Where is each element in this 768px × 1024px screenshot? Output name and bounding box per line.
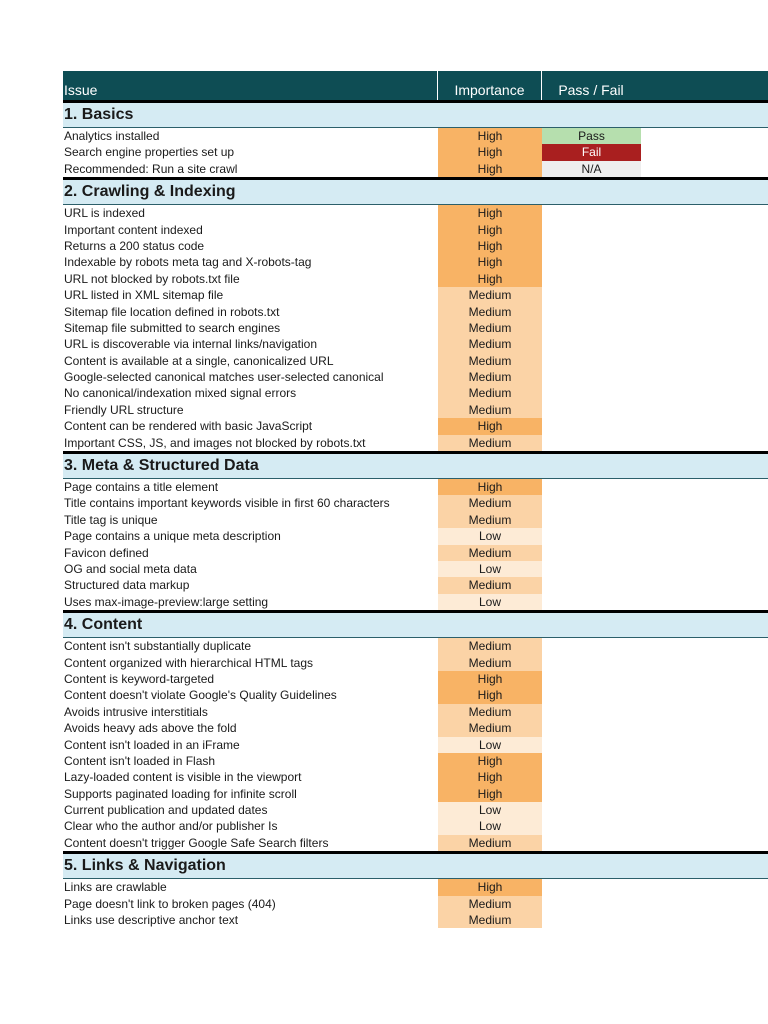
- importance-cell[interactable]: Medium: [438, 495, 542, 511]
- importance-cell[interactable]: High: [438, 238, 542, 254]
- issue-cell[interactable]: Supports paginated loading for infinite scroll: [64, 786, 297, 801]
- table-row: [63, 896, 768, 912]
- table-row: [63, 271, 768, 287]
- issue-cell[interactable]: No canonical/indexation mixed signal errors: [64, 386, 297, 401]
- table-row: [63, 594, 768, 610]
- issue-cell[interactable]: Important content indexed: [64, 222, 203, 237]
- pass-fail-cell[interactable]: N/A: [542, 161, 641, 177]
- pass-fail-cell[interactable]: [542, 655, 641, 671]
- issue-cell[interactable]: Favicon defined: [64, 545, 149, 560]
- issue-cell[interactable]: Title contains important keywords visible in first 60 characters: [64, 496, 390, 511]
- section-heading[interactable]: 4. Content: [63, 610, 768, 638]
- importance-cell[interactable]: High: [438, 128, 542, 144]
- pass-fail-cell[interactable]: [542, 495, 641, 511]
- table-row: [63, 238, 768, 254]
- seo-checklist-table: [63, 71, 768, 928]
- table-row: [63, 638, 768, 654]
- importance-cell[interactable]: Medium: [438, 512, 542, 528]
- issue-cell[interactable]: Content isn't substantially duplicate: [64, 639, 252, 654]
- pass-fail-cell[interactable]: [542, 402, 641, 418]
- issue-cell[interactable]: Content doesn't violate Google's Quality Guidelines: [64, 688, 337, 703]
- importance-cell[interactable]: Low: [438, 818, 542, 834]
- pass-fail-cell[interactable]: [542, 802, 641, 818]
- table-row: [63, 769, 768, 785]
- importance-cell[interactable]: Medium: [438, 638, 542, 654]
- table-row: [63, 512, 768, 528]
- issue-cell[interactable]: Content is available at a single, canonicalized URL: [64, 353, 334, 368]
- section-heading[interactable]: 5. Links & Navigation: [63, 851, 768, 879]
- importance-cell[interactable]: High: [438, 418, 542, 434]
- pass-fail-cell[interactable]: [542, 254, 641, 270]
- pass-fail-cell[interactable]: [542, 271, 641, 287]
- importance-cell[interactable]: High: [438, 671, 542, 687]
- pass-fail-cell[interactable]: [542, 737, 641, 753]
- issue-cell[interactable]: Clear who the author and/or publisher Is: [64, 819, 278, 834]
- importance-cell[interactable]: Medium: [438, 912, 542, 928]
- pass-fail-cell[interactable]: [542, 594, 641, 610]
- header-importance[interactable]: Importance: [437, 71, 541, 100]
- table-row: [63, 671, 768, 687]
- issue-cell[interactable]: Uses max-image-preview:large setting: [64, 594, 269, 609]
- header-issue[interactable]: Issue: [64, 82, 98, 98]
- importance-cell[interactable]: High: [438, 254, 542, 270]
- issue-cell[interactable]: Content is keyword-targeted: [64, 671, 215, 686]
- issue-cell[interactable]: Page contains a unique meta description: [64, 529, 281, 544]
- pass-fail-cell[interactable]: [542, 238, 641, 254]
- issue-cell[interactable]: Important CSS, JS, and images not blocked by robots.txt: [64, 435, 366, 450]
- issue-cell[interactable]: Content organized with hierarchical HTML tags: [64, 655, 314, 670]
- table-row: [63, 128, 768, 144]
- table-row: [63, 879, 768, 895]
- importance-cell[interactable]: Low: [438, 528, 542, 544]
- issue-cell[interactable]: URL is discoverable via internal links/navigation: [64, 337, 318, 352]
- issue-cell[interactable]: Recommended: Run a site crawl: [64, 161, 238, 176]
- table-row: [63, 254, 768, 270]
- table-row: [63, 818, 768, 834]
- issue-cell[interactable]: URL listed in XML sitemap file: [64, 288, 224, 303]
- pass-fail-cell[interactable]: [542, 287, 641, 303]
- table-row: [63, 802, 768, 818]
- table-row: [63, 687, 768, 703]
- importance-cell[interactable]: Medium: [438, 353, 542, 369]
- importance-cell[interactable]: Medium: [438, 385, 542, 401]
- issue-cell[interactable]: URL not blocked by robots.txt file: [64, 271, 240, 286]
- issue-cell[interactable]: Current publication and updated dates: [64, 803, 268, 818]
- importance-cell[interactable]: High: [438, 769, 542, 785]
- pass-fail-cell[interactable]: [542, 704, 641, 720]
- pass-fail-cell[interactable]: [542, 336, 641, 352]
- issue-cell[interactable]: Page doesn't link to broken pages (404): [64, 896, 276, 911]
- issue-cell[interactable]: Content can be rendered with basic JavaScript: [64, 419, 313, 434]
- pass-fail-cell[interactable]: [542, 786, 641, 802]
- pass-fail-cell[interactable]: [542, 638, 641, 654]
- issue-cell[interactable]: Returns a 200 status code: [64, 238, 205, 253]
- importance-cell[interactable]: High: [438, 786, 542, 802]
- table-row: [63, 402, 768, 418]
- pass-fail-cell[interactable]: [542, 818, 641, 834]
- issue-cell[interactable]: Avoids heavy ads above the fold: [64, 721, 237, 736]
- table-row: [63, 704, 768, 720]
- table-row: [63, 144, 768, 160]
- importance-cell[interactable]: Medium: [438, 720, 542, 736]
- table-row: [63, 912, 768, 928]
- table-row: [63, 369, 768, 385]
- table-row: [63, 479, 768, 495]
- importance-cell[interactable]: High: [438, 479, 542, 495]
- pass-fail-cell[interactable]: [542, 205, 641, 221]
- issue-cell[interactable]: Google-selected canonical matches user-selected canonical: [64, 370, 384, 385]
- importance-cell[interactable]: Medium: [438, 320, 542, 336]
- table-row: [63, 418, 768, 434]
- table-row: [63, 304, 768, 320]
- issue-cell[interactable]: Content isn't loaded in Flash: [64, 753, 216, 768]
- issue-cell[interactable]: Avoids intrusive interstitials: [64, 704, 208, 719]
- pass-fail-cell[interactable]: [542, 385, 641, 401]
- importance-cell[interactable]: High: [438, 271, 542, 287]
- importance-cell[interactable]: Low: [438, 594, 542, 610]
- issue-cell[interactable]: Links use descriptive anchor text: [64, 913, 239, 928]
- section-heading[interactable]: 1. Basics: [63, 100, 768, 128]
- importance-cell[interactable]: Medium: [438, 369, 542, 385]
- importance-cell[interactable]: High: [438, 222, 542, 238]
- pass-fail-cell[interactable]: [542, 435, 641, 451]
- table-row: [63, 353, 768, 369]
- table-row: [63, 737, 768, 753]
- importance-cell[interactable]: High: [438, 687, 542, 703]
- issue-cell[interactable]: OG and social meta data: [64, 561, 197, 576]
- pass-fail-cell[interactable]: Pass: [542, 128, 641, 144]
- pass-fail-cell[interactable]: [542, 320, 641, 336]
- importance-cell[interactable]: High: [438, 753, 542, 769]
- issue-cell[interactable]: URL is indexed: [64, 206, 145, 221]
- issue-cell[interactable]: Lazy-loaded content is visible in the viewport: [64, 770, 302, 785]
- pass-fail-cell[interactable]: [542, 353, 641, 369]
- pass-fail-cell[interactable]: [542, 753, 641, 769]
- pass-fail-cell[interactable]: [542, 769, 641, 785]
- importance-cell[interactable]: Medium: [438, 545, 542, 561]
- table-row: [63, 835, 768, 851]
- pass-fail-cell[interactable]: [542, 671, 641, 687]
- table-row: [63, 577, 768, 593]
- table-row: [63, 287, 768, 303]
- table-row: [63, 161, 768, 177]
- table-header: [63, 71, 768, 100]
- table-row: [63, 435, 768, 451]
- pass-fail-cell[interactable]: [542, 912, 641, 928]
- importance-cell[interactable]: Medium: [438, 287, 542, 303]
- table-row: [63, 205, 768, 221]
- table-row: [63, 495, 768, 511]
- section-heading[interactable]: 2. Crawling & Indexing: [63, 177, 768, 205]
- issue-cell[interactable]: Title tag is unique: [64, 512, 158, 527]
- issue-cell[interactable]: Content isn't loaded in an iFrame: [64, 737, 240, 752]
- importance-cell[interactable]: Low: [438, 561, 542, 577]
- importance-cell[interactable]: Medium: [438, 577, 542, 593]
- issue-cell[interactable]: Indexable by robots meta tag and X-robots-tag: [64, 255, 312, 270]
- table-row: [63, 655, 768, 671]
- pass-fail-cell[interactable]: [542, 561, 641, 577]
- table-row: [63, 336, 768, 352]
- pass-fail-cell[interactable]: [542, 528, 641, 544]
- importance-cell[interactable]: Medium: [438, 896, 542, 912]
- importance-cell[interactable]: High: [438, 879, 542, 895]
- importance-cell[interactable]: Medium: [438, 435, 542, 451]
- table-row: [63, 385, 768, 401]
- pass-fail-cell[interactable]: [542, 545, 641, 561]
- table-row: [63, 545, 768, 561]
- importance-cell[interactable]: Medium: [438, 402, 542, 418]
- importance-cell[interactable]: Medium: [438, 835, 542, 851]
- importance-cell[interactable]: Medium: [438, 336, 542, 352]
- section-heading[interactable]: 3. Meta & Structured Data: [63, 451, 768, 479]
- pass-fail-cell[interactable]: [542, 687, 641, 703]
- issue-cell[interactable]: Page contains a title element: [64, 480, 219, 495]
- pass-fail-cell[interactable]: [542, 418, 641, 434]
- pass-fail-cell[interactable]: Fail: [542, 144, 641, 160]
- importance-cell[interactable]: High: [438, 161, 542, 177]
- pass-fail-cell[interactable]: [542, 369, 641, 385]
- issue-cell[interactable]: Structured data markup: [64, 578, 190, 593]
- importance-cell[interactable]: Medium: [438, 704, 542, 720]
- issue-cell[interactable]: Sitemap file submitted to search engines: [64, 320, 281, 335]
- table-row: [63, 320, 768, 336]
- importance-cell[interactable]: High: [438, 144, 542, 160]
- issue-cell[interactable]: Content doesn't trigger Google Safe Search filters: [64, 835, 329, 850]
- pass-fail-cell[interactable]: [542, 577, 641, 593]
- importance-cell[interactable]: Medium: [438, 655, 542, 671]
- header-pass-fail[interactable]: Pass / Fail: [541, 71, 640, 100]
- issue-cell[interactable]: Analytics installed: [64, 129, 160, 143]
- pass-fail-cell[interactable]: [542, 512, 641, 528]
- pass-fail-cell[interactable]: [542, 720, 641, 736]
- pass-fail-cell[interactable]: [542, 879, 641, 895]
- importance-cell[interactable]: Medium: [438, 304, 542, 320]
- issue-cell[interactable]: Links are crawlable: [64, 880, 167, 895]
- pass-fail-cell[interactable]: [542, 304, 641, 320]
- table-row: [63, 561, 768, 577]
- importance-cell[interactable]: High: [438, 205, 542, 221]
- table-row: [63, 222, 768, 238]
- pass-fail-cell[interactable]: [542, 222, 641, 238]
- table-row: [63, 786, 768, 802]
- issue-cell[interactable]: Friendly URL structure: [64, 402, 184, 417]
- pass-fail-cell[interactable]: [542, 835, 641, 851]
- pass-fail-cell[interactable]: [542, 479, 641, 495]
- issue-cell[interactable]: Sitemap file location defined in robots.txt: [64, 304, 280, 319]
- table-row: [63, 753, 768, 769]
- importance-cell[interactable]: Low: [438, 737, 542, 753]
- table-body: [63, 100, 768, 928]
- table-row: [63, 528, 768, 544]
- importance-cell[interactable]: Low: [438, 802, 542, 818]
- pass-fail-cell[interactable]: [542, 896, 641, 912]
- table-row: [63, 720, 768, 736]
- issue-cell[interactable]: Search engine properties set up: [64, 145, 235, 160]
